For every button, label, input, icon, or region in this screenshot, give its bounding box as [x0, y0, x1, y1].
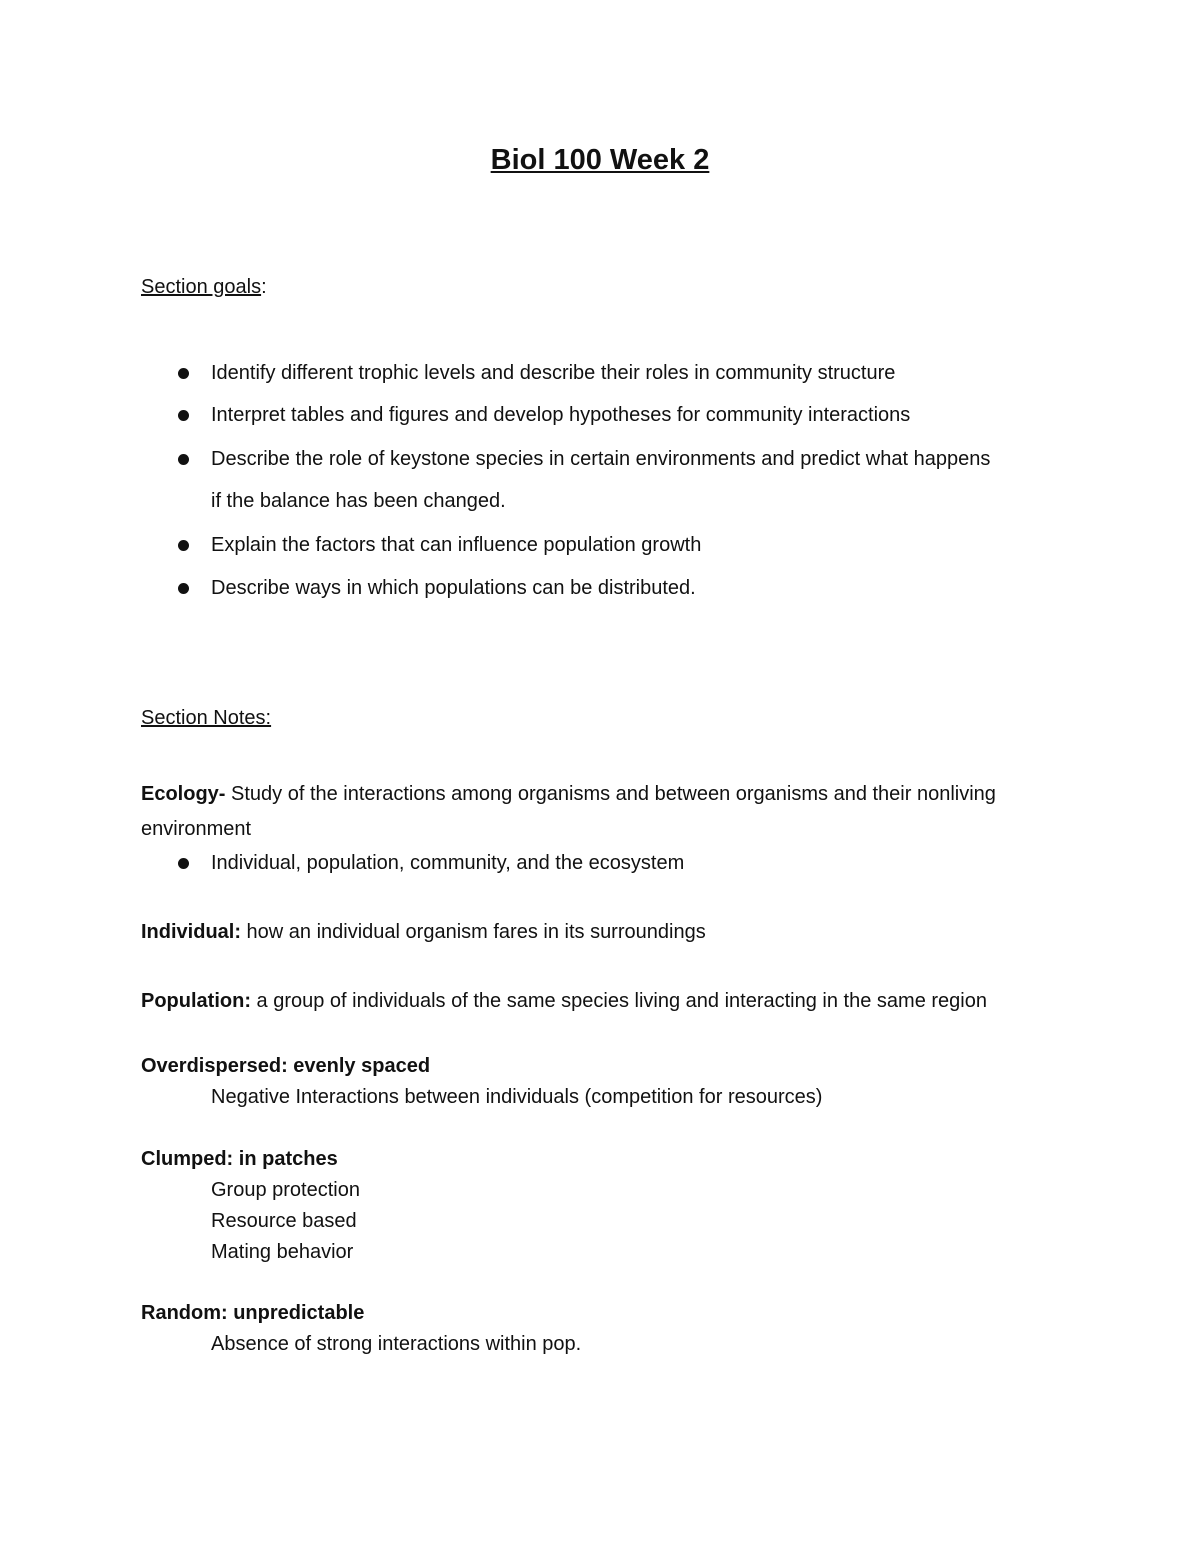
bullet-icon: [178, 540, 189, 551]
ecology-text: Study of the interactions among organisms and between organisms and their nonliving: [225, 783, 996, 805]
section-goals-heading: [141, 275, 267, 299]
clumped-detail: Group protection: [211, 1179, 360, 1201]
ecology-term: Ecology-: [141, 783, 226, 805]
page-title: Biol 100 Week 2: [490, 144, 710, 176]
bullet-icon: [178, 410, 189, 421]
goal-item: Describe ways in which populations can be distributed.: [211, 577, 696, 599]
goal-item: Identify different trophic levels and describe their roles in community structure: [211, 362, 896, 384]
ecology-definition: [141, 782, 996, 806]
goal-item: Explain the factors that can influence population growth: [211, 534, 702, 556]
population-term: Population:: [141, 990, 251, 1012]
clumped-heading: Clumped: in patches: [141, 1148, 338, 1170]
ecology-levels-item: Individual, population, community, and the ecosystem: [211, 852, 685, 874]
goal-item: Interpret tables and figures and develop hypotheses for community interactions: [211, 404, 911, 426]
random-heading: Random: unpredictable: [141, 1302, 365, 1324]
section-goals-label: Section goals: [141, 276, 262, 298]
overdispersed-detail: Negative Interactions between individuals (competition for resources): [211, 1086, 823, 1108]
bullet-icon: [178, 368, 189, 379]
section-goals-colon: :: [261, 276, 267, 298]
overdispersed-heading: Overdispersed: evenly spaced: [141, 1055, 431, 1077]
individual-term: Individual:: [141, 921, 241, 943]
bullet-icon: [178, 454, 189, 465]
random-detail: Absence of strong interactions within pop.: [211, 1333, 582, 1355]
population-definition: [141, 989, 987, 1013]
individual-text: how an individual organism fares in its surroundings: [241, 921, 706, 943]
bullet-icon: [178, 858, 189, 869]
clumped-detail: Resource based: [211, 1210, 357, 1232]
clumped-detail: Mating behavior: [211, 1241, 354, 1263]
section-notes-heading: Section Notes:: [141, 707, 272, 729]
ecology-definition-continued: environment: [141, 818, 252, 840]
goal-item: Describe the role of keystone species in certain environments and predict what happens: [211, 448, 991, 470]
bullet-icon: [178, 583, 189, 594]
goal-item-continued: if the balance has been changed.: [211, 490, 506, 512]
population-text: a group of individuals of the same species living and interacting in the same region: [250, 990, 987, 1012]
individual-definition: [141, 920, 706, 944]
